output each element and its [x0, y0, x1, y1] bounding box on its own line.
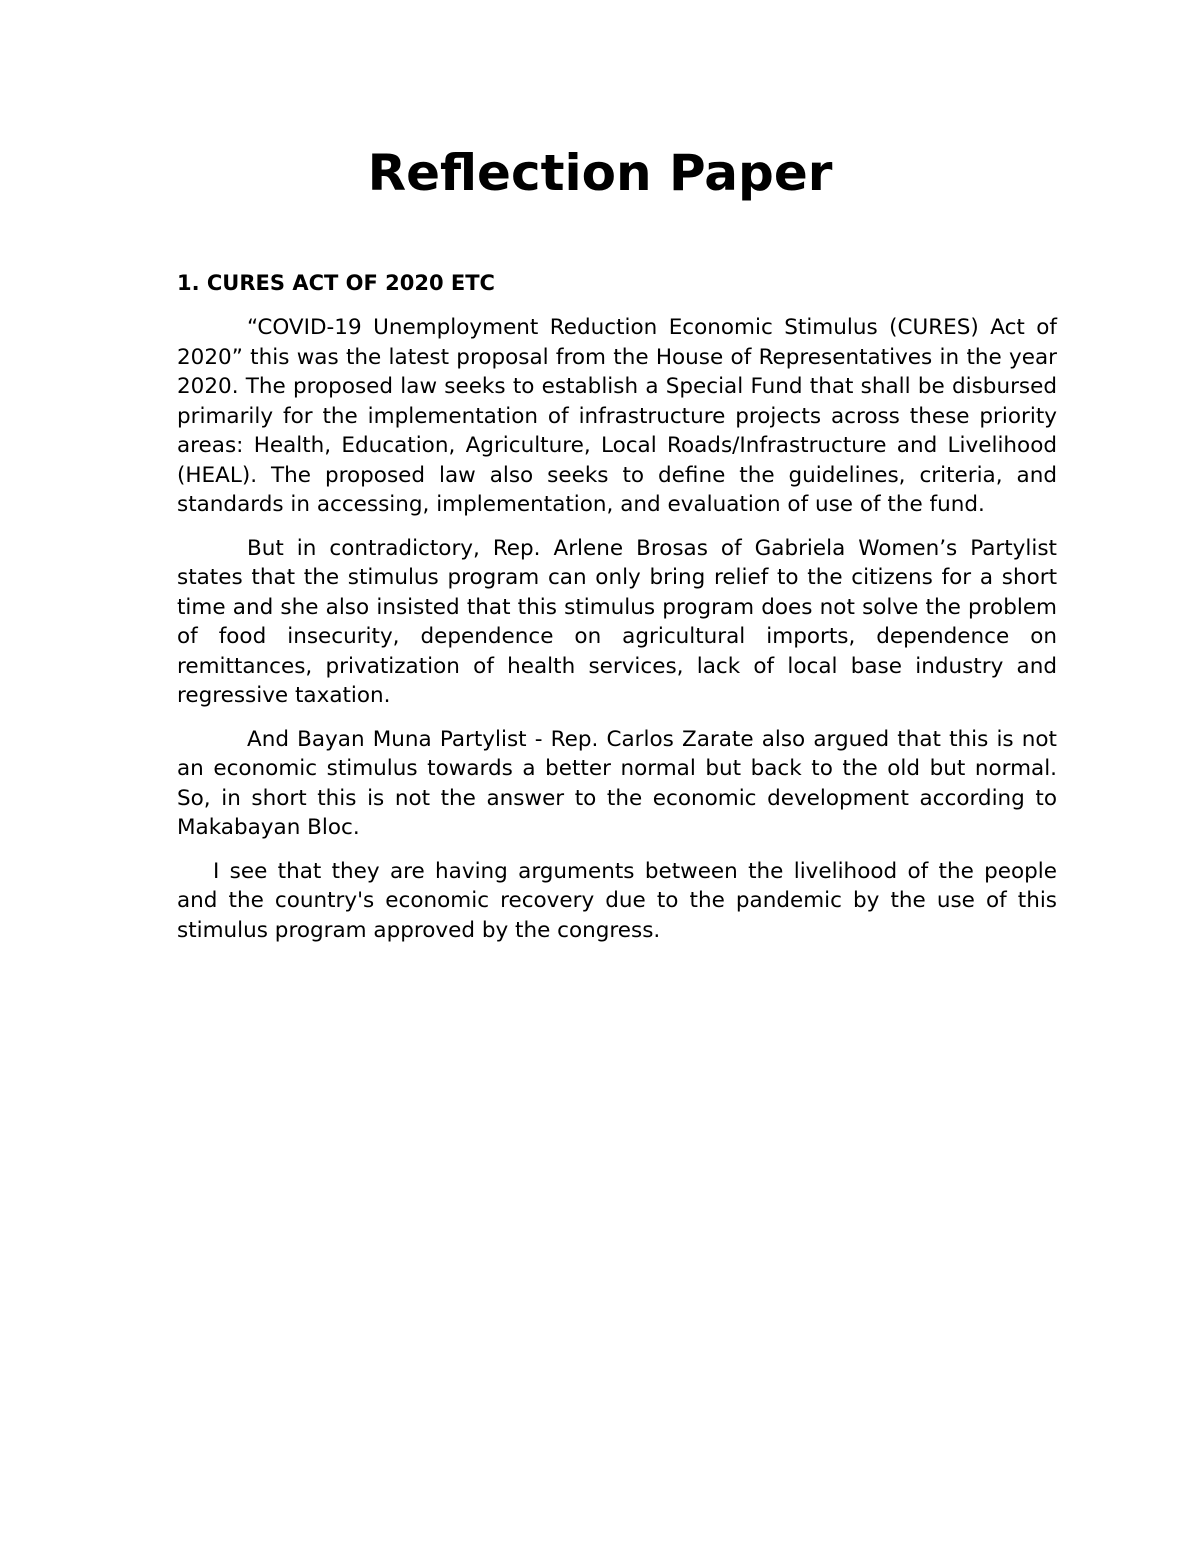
document-body [177, 313, 1057, 959]
document-title: Reflection Paper [367, 144, 833, 202]
paragraph-reflection: I see that they are having arguments between the livelihood of the people and the country's economic recovery due to the pandemic by the use of this stimulus program approved by the congress. [177, 858, 1057, 943]
paragraph-cures-act: “COVID-19 Unemployment Reduction Economic Stimulus (CURES) Act of 2020” this was the latest proposal from the House of Representatives in the year 2020. The proposed law seeks to establish a Special Fund that shall be disbursed primarily for the implementation of infrastructure projects across these priority areas: Health, Education, Agriculture, Local Roads/Infrastructure and Livelihood (HEAL). The proposed law also seeks to define the guidelines, criteria, and standards in accessing, implementation, and evaluation of use of the fund. [177, 315, 1057, 517]
paragraph-zarate: And Bayan Muna Partylist - Rep. Carlos Zarate also argued that this is not an economic stimulus towards a better normal but back to the old but normal. So, in short this is not the answer to the economic development according to Makabayan Bloc. [177, 726, 1057, 840]
section-heading: 1. CURES ACT OF 2020 ETC [177, 271, 495, 295]
paragraph-brosas: But in contradictory, Rep. Arlene Brosas of Gabriela Women’s Partylist states that the stimulus program can only bring relief to the citizens for a short time and she also insisted that this stimulus program does not solve the problem of food insecurity, dependence on agricultural imports, dependence on remittances, privatization of health services, lack of local base industry and regressive taxation. [177, 535, 1057, 708]
